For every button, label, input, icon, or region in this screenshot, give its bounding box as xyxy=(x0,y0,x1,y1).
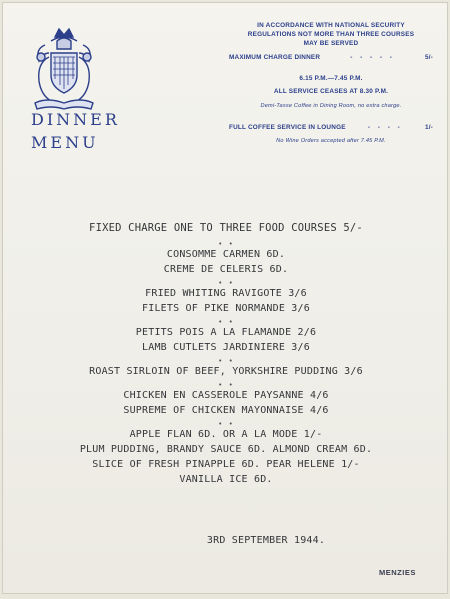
service-hours: 6.15 P.M.—7.45 P.M. xyxy=(299,75,363,82)
max-charge-label: MAXIMUM CHARGE DINNER xyxy=(229,54,321,61)
wine-orders-note: No Wine Orders accepted after 7.45 P.M. xyxy=(276,138,386,144)
menu-item: LAMB CUTLETS JARDINIERE 3/6 xyxy=(142,342,310,353)
service-ceases: ALL SERVICE CEASES AT 8.30 P.M. xyxy=(273,88,389,95)
course-separator: • • xyxy=(218,381,234,389)
leader-dots: - - - - - xyxy=(350,54,395,61)
menu-item: PLUM PUDDING, BRANDY SAUCE 6D. ALMOND CREAM 6D. xyxy=(79,444,373,455)
demi-tasse-note: Demi-Tasse Coffee in Dining Room, no extra charge. xyxy=(260,103,402,109)
menu-date: 3RD SEPTEMBER 1944. xyxy=(206,535,326,546)
menu-title-menu: MENU xyxy=(31,133,99,152)
heraldic-crest-icon xyxy=(25,23,103,115)
menu-item: ROAST SIRLOIN OF BEEF, YORKSHIRE PUDDING 3/6 xyxy=(89,366,363,377)
course-separator: • • xyxy=(218,357,234,365)
menu-heading: FIXED CHARGE ONE TO THREE FOOD COURSES 5/- xyxy=(89,222,363,234)
course-separator: • • xyxy=(218,240,234,248)
menu-item: SLICE OF FRESH PINAPPLE 6D. PEAR HELENE 1/- xyxy=(92,459,360,470)
lounge-coffee-row xyxy=(229,123,433,132)
leader-dots: - - - - xyxy=(367,124,403,131)
menu-item: CONSOMME CARMEN 6D. xyxy=(166,249,286,260)
lounge-coffee-price: 1/- xyxy=(424,124,433,131)
menu-title-dinner: DINNER xyxy=(31,110,120,129)
menu-item: VANILLA ICE 6D. xyxy=(179,474,273,485)
course-separator: • • xyxy=(218,279,234,287)
menu-item: CREME DE CELERIS 6D. xyxy=(163,264,289,275)
menu-item: PETITS POIS A LA FLAMANDE 2/6 xyxy=(135,327,317,338)
menu-item: CHICKEN EN CASSEROLE PAYSANNE 4/6 xyxy=(123,390,329,401)
course-separator: • • xyxy=(218,318,234,326)
course-separator: • • xyxy=(218,420,234,428)
lounge-coffee-label: FULL COFFEE SERVICE IN LOUNGE xyxy=(229,124,346,131)
max-charge-row xyxy=(229,53,433,62)
security-notice-line3: MAY BE SERVED xyxy=(303,40,359,47)
menu-card xyxy=(2,2,448,594)
security-notice-line2: REGULATIONS NOT MORE THAN THREE COURSES xyxy=(247,31,415,38)
menu-item: APPLE FLAN 6D. OR A LA MODE 1/- xyxy=(129,429,323,440)
menu-item: FILETS OF PIKE NORMANDE 3/6 xyxy=(142,303,310,314)
security-notice-line1: IN ACCORDANCE WITH NATIONAL SECURITY xyxy=(257,22,405,29)
menu-item: FRIED WHITING RAVIGOTE 3/6 xyxy=(145,288,307,299)
menu-item: SUPREME OF CHICKEN MAYONNAISE 4/6 xyxy=(123,405,329,416)
printer-brand: MENZIES xyxy=(379,568,416,577)
max-charge-price: 5/- xyxy=(424,54,433,61)
